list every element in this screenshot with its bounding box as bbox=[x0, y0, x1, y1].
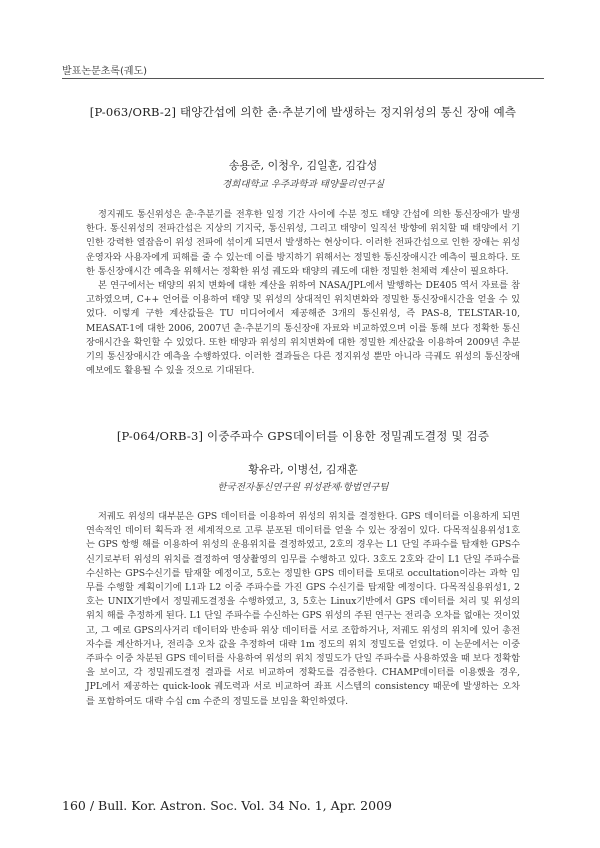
abstract-1-paragraph-2: 본 연구에서는 태양의 위치 변화에 대한 계산을 위하여 NASA/JPL에서 발행하는 DE405 역서 자료를 참고하였으며, C++ 언어를 이용하여 태양 및 위성의 상대적인 위치변화와 정밀한 통신장애시간을 얻을 수 있었다. 이렇게 구한 계산값들은 TU 미디어에서 제공해준 3개의 통신위성, 즉 PAS-8, TELSTAR-10, MEASAT-1에 대한 2006, 2007년 춘·추분기의 통신장애 자료와 비교하였으며 이를 통해 보다 정확한 통신장애시간을 확인할 수 있었다. 또한 태양과 위성의 위치변화에 대한 정밀한 계산값을 이용하여 2009년 추분기의 통신장애시간 예측을 수행하였다. 이러한 결과들은 다른 정지위성 뿐만 아니라 극궤도 위성의 통신장애 예보에도 활용될 수 있을 것으로 기대된다. bbox=[86, 280, 520, 377]
page-footer-citation: 160 / Bull. Kor. Astron. Soc. Vol. 34 No. 1, Apr. 2009 bbox=[62, 798, 392, 813]
abstract-1-affiliation: 경희대학교 우주과학과 태양물리연구실 bbox=[221, 179, 385, 190]
abstract-2-authors: 황유라, 이병선, 김재훈 bbox=[248, 463, 358, 476]
abstract-1-title: [P-063/ORB-2] 태양간섭에 의한 춘·추분기에 발생하는 정지위성의 통신 장애 예측 bbox=[89, 105, 517, 119]
section-label: 발표논문초록(궤도) bbox=[62, 66, 148, 77]
abstract-2-title: [P-064/ORB-3] 이중주파수 GPS데이터를 이용한 정밀궤도결정 및 검증 bbox=[116, 429, 490, 443]
abstract-1-body bbox=[86, 208, 520, 378]
abstract-2-body bbox=[86, 510, 520, 709]
abstract-1-authors: 송용준, 이청우, 김일훈, 김갑성 bbox=[228, 159, 378, 172]
abstract-2-paragraph-1: 저궤도 위성의 대부분은 GPS 데이터를 이용하여 위성의 위치를 결정한다. GPS 데이터를 이용하게 되면 연속적인 데이터 획득과 전 세계적으로 고루 분포된 데이터를 얻을 수 있는 장점이 있다. 다목적실용위성1호는 GPS 항행 해를 이용하여 위성의 운용위치를 결정하였고, 2호의 경우는 L1 단일 주파수를 탑재한 GPS수신기로부터 위성의 위치를 결정하여 영상촬영의 임무를 수행하고 있다. 3호도 2호와 같이 L1 단일 주파수를 수신하는 GPS수신기를 탑재할 예정이고, 5호는 정밀한 GPS 데이터를 토대로 occultation이라는 과학 임무를 수행할 계획이기에 L1과 L2 이중 주파수를 가진 GPS 수신기를 탑재할 예정이다. 다목적실용위성1, 2호는 UNIX기반에서 정밀궤도결정을 수행하였고, 3, 5호는 Linux기반에서 GPS 데이터를 처리 및 위성의 위치 해를 추정하게 된다. L1 단일 주파수를 수신하는 GPS 위성의 주된 연구는 전리층 오차를 없애는 것이었고, 그 예로 GPS의사거리 데이터와 반송파 위상 데이터를 서로 조합하거나, 저궤도 위성의 위치에 있어 총전자수를 계산하거나, 전리층 오차 값을 추정하여 대략 1m 정도의 위치 정밀도를 얻었다. 이 논문에서는 이중 주파수 이중 차분된 GPS 데이터를 사용하여 위성의 위치 정밀도가 단일 주파수를 사용하였을 때 보다 정확함을 보이고, 각 정밀궤도결정 결과를 서로 비교하여 정확도를 검증한다. CHAMP데이터를 이용했을 경우, JPL에서 제공하는 quick-look 궤도력과 서로 비교하여 좌표 시스템의 consistency 때문에 발생하는 오차를 포함하여도 대략 수십 cm 수준의 정밀도를 보임을 확인하였다. bbox=[86, 511, 520, 707]
abstract-2-affiliation: 한국전자통신연구원 위성관제·항법연구팀 bbox=[217, 482, 389, 493]
abstract-1-paragraph-1: 정지궤도 통신위성은 춘·추분기를 전후한 일정 기간 사이에 수분 정도 태양 간섭에 의한 통신장애가 발생한다. 통신위성의 전파간섭은 지상의 기지국, 통신위성, 그리고 태양이 일직선 방향에 위치할 때 태양에서 기인한 강력한 열잡음이 위성 전파에 섞이게 되면서 발생하는 현상이다. 이러한 전파간섭으로 인한 장애는 위성 운영자와 사용자에게 피해를 줄 수 있는데 이를 방지하기 위해서는 정밀한 통신장애시간 예측이 필요하다. 또한 통신장애시간 예측을 위해서는 정확한 위성 궤도와 태양의 궤도에 대한 정밀한 천체력 계산이 필요하다. bbox=[86, 209, 520, 277]
header-divider bbox=[62, 78, 544, 79]
